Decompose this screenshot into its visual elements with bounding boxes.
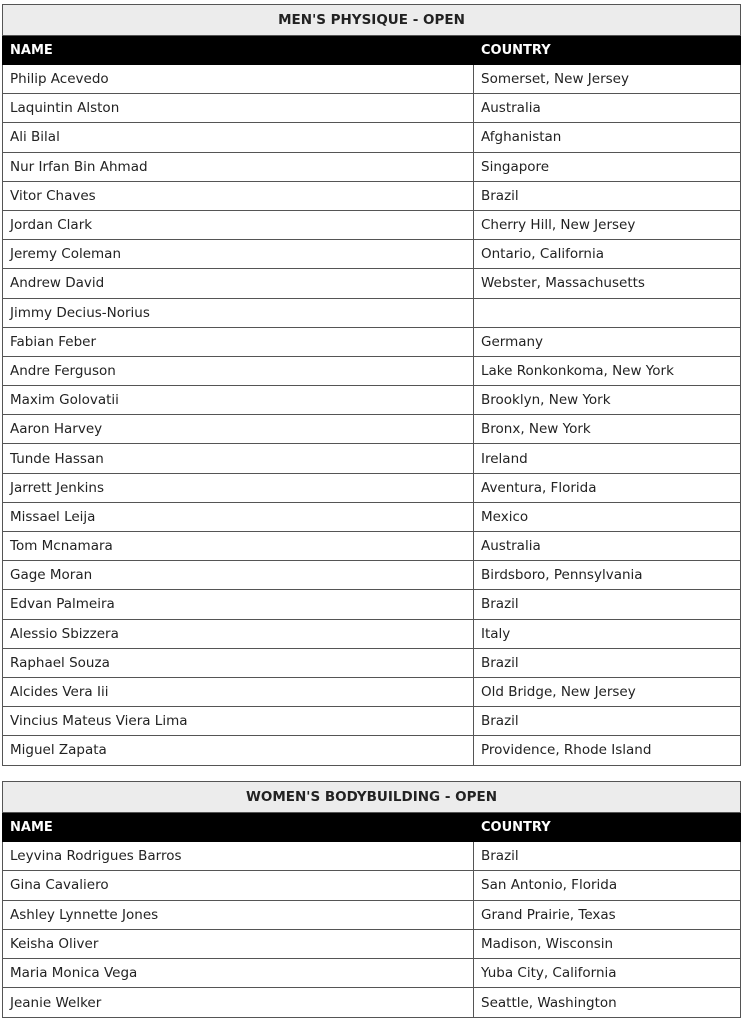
athlete-name-cell: Philip Acevedo (3, 65, 474, 94)
table-row (3, 900, 741, 929)
table-row (3, 590, 741, 619)
section-title: MEN'S PHYSIQUE - OPEN (3, 5, 741, 36)
table-row (3, 210, 741, 239)
athlete-name-cell: Gage Moran (3, 561, 474, 590)
athlete-country-cell: Brazil (474, 181, 741, 210)
womens-bodybuilding-section (2, 781, 740, 1018)
athlete-country-cell: Aventura, Florida (474, 473, 741, 502)
athlete-name-cell: Alcides Vera Iii (3, 677, 474, 706)
athlete-name-cell: Ali Bilal (3, 123, 474, 152)
table-row (3, 356, 741, 385)
athlete-name-cell: Nur Irfan Bin Ahmad (3, 152, 474, 181)
athlete-country-cell: Lake Ronkonkoma, New York (474, 356, 741, 385)
athlete-country-cell: Ireland (474, 444, 741, 473)
table-row (3, 677, 741, 706)
athlete-country-cell: Madison, Wisconsin (474, 929, 741, 958)
table-row (3, 959, 741, 988)
athlete-country-cell: Australia (474, 94, 741, 123)
country-column-header: COUNTRY (474, 813, 741, 842)
athlete-country-cell: Somerset, New Jersey (474, 65, 741, 94)
athlete-name-cell: Missael Leija (3, 502, 474, 531)
athlete-name-cell: Jeremy Coleman (3, 240, 474, 269)
name-column-header: NAME (3, 36, 474, 65)
athlete-country-cell: Cherry Hill, New Jersey (474, 210, 741, 239)
athlete-country-cell: Providence, Rhode Island (474, 736, 741, 765)
athlete-country-cell: Seattle, Washington (474, 988, 741, 1017)
athlete-country-cell: Brooklyn, New York (474, 386, 741, 415)
athlete-name-cell: Andre Ferguson (3, 356, 474, 385)
athlete-name-cell: Tunde Hassan (3, 444, 474, 473)
athlete-name-cell: Fabian Feber (3, 327, 474, 356)
athlete-name-cell: Jimmy Decius-Norius (3, 298, 474, 327)
athlete-country-cell: Yuba City, California (474, 959, 741, 988)
athlete-country-cell: Grand Prairie, Texas (474, 900, 741, 929)
athlete-name-cell: Vincius Mateus Viera Lima (3, 707, 474, 736)
athlete-country-cell: Old Bridge, New Jersey (474, 677, 741, 706)
table-row (3, 561, 741, 590)
table-row (3, 298, 741, 327)
table-row (3, 988, 741, 1017)
table-row (3, 152, 741, 181)
table-row (3, 123, 741, 152)
athlete-name-cell: Maxim Golovatii (3, 386, 474, 415)
athlete-name-cell: Leyvina Rodrigues Barros (3, 842, 474, 871)
athlete-name-cell: Miguel Zapata (3, 736, 474, 765)
table-row (3, 532, 741, 561)
athlete-name-cell: Gina Cavaliero (3, 871, 474, 900)
table-row (3, 444, 741, 473)
country-column-header: COUNTRY (474, 36, 741, 65)
athlete-country-cell: Webster, Massachusetts (474, 269, 741, 298)
section-title: WOMEN'S BODYBUILDING - OPEN (3, 782, 741, 813)
athlete-name-cell: Keisha Oliver (3, 929, 474, 958)
athlete-name-cell: Vitor Chaves (3, 181, 474, 210)
name-column-header: NAME (3, 813, 474, 842)
athlete-country-cell (474, 298, 741, 327)
mens-physique-table (2, 4, 741, 766)
table-row (3, 415, 741, 444)
table-row (3, 502, 741, 531)
table-row (3, 871, 741, 900)
table-row (3, 269, 741, 298)
athlete-name-cell: Jordan Clark (3, 210, 474, 239)
womens-bodybuilding-table (2, 781, 741, 1018)
athlete-country-cell: Bronx, New York (474, 415, 741, 444)
athlete-country-cell: Australia (474, 532, 741, 561)
table-row (3, 707, 741, 736)
athlete-country-cell: San Antonio, Florida (474, 871, 741, 900)
mens-physique-section (2, 4, 740, 766)
athlete-country-cell: Brazil (474, 707, 741, 736)
table-row (3, 181, 741, 210)
table-row (3, 327, 741, 356)
athlete-name-cell: Laquintin Alston (3, 94, 474, 123)
athlete-name-cell: Alessio Sbizzera (3, 619, 474, 648)
athlete-name-cell: Tom Mcnamara (3, 532, 474, 561)
table-row (3, 842, 741, 871)
athlete-name-cell: Jarrett Jenkins (3, 473, 474, 502)
athlete-country-cell: Birdsboro, Pennsylvania (474, 561, 741, 590)
table-row (3, 473, 741, 502)
athlete-name-cell: Raphael Souza (3, 648, 474, 677)
athlete-country-cell: Brazil (474, 590, 741, 619)
table-row (3, 929, 741, 958)
table-row (3, 736, 741, 765)
table-row (3, 65, 741, 94)
athlete-name-cell: Andrew David (3, 269, 474, 298)
table-row (3, 648, 741, 677)
athlete-country-cell: Italy (474, 619, 741, 648)
table-row (3, 94, 741, 123)
athlete-name-cell: Ashley Lynnette Jones (3, 900, 474, 929)
table-row (3, 240, 741, 269)
athlete-name-cell: Maria Monica Vega (3, 959, 474, 988)
athlete-name-cell: Jeanie Welker (3, 988, 474, 1017)
athlete-country-cell: Germany (474, 327, 741, 356)
athlete-country-cell: Afghanistan (474, 123, 741, 152)
athlete-country-cell: Brazil (474, 648, 741, 677)
athlete-country-cell: Singapore (474, 152, 741, 181)
athlete-name-cell: Aaron Harvey (3, 415, 474, 444)
athlete-country-cell: Mexico (474, 502, 741, 531)
athlete-name-cell: Edvan Palmeira (3, 590, 474, 619)
athlete-country-cell: Brazil (474, 842, 741, 871)
table-row (3, 386, 741, 415)
table-row (3, 619, 741, 648)
athlete-country-cell: Ontario, California (474, 240, 741, 269)
